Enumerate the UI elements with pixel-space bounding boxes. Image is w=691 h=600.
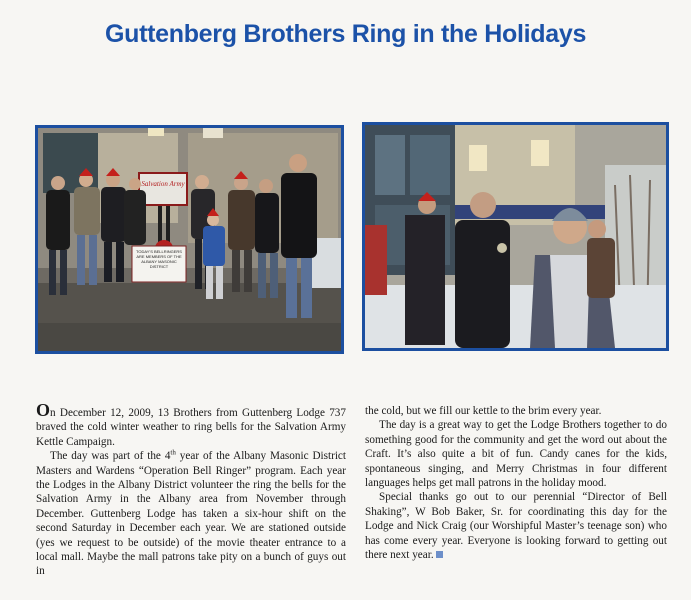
paragraph-intro	[36, 400, 346, 449]
ordinal-suffix: th	[170, 448, 176, 457]
article-left-column	[36, 400, 347, 579]
photo-group-bellringers	[35, 125, 344, 354]
paragraph-program	[36, 449, 346, 579]
sign-body-text: TODAY'S BELLRINGERS ARE MEMBERS OF THE ALBANY MASONIC DISTRICT	[136, 249, 182, 269]
paragraph-intro-text: n December 12, 2009, 13 Brothers from Guttenberg Lodge 737 braved the cold winter weather to ring bells for the Salvation Army Kettle Campaign.	[36, 407, 346, 448]
sign-header-text: Salvation Army	[141, 180, 185, 188]
photo-bellringers-singing	[362, 122, 669, 351]
paragraph-program-text-b: year of the Albany Masonic District Masters and Wardens “Operation Bell Ringer” program. Each year the Lodges in the Albany District volunteer the ring the bells for the Salvation Army in the Albany area from November through December. Guttenberg Lodge has taken a six-hour shift on the second Saturday in December each year. We are stationed outside (yes we request to be outside) of the movie theater entrance to a local mall. Maybe the mall patrons take pity on a bunch of guys out in	[36, 450, 347, 578]
article-right-column	[365, 404, 667, 562]
end-of-article-mark	[436, 551, 443, 558]
paragraph-program-text-a: The day was part of the 4	[50, 450, 171, 463]
article-title: Guttenberg Brothers Ring in the Holidays	[104, 20, 587, 48]
paragraph-thanks-text: Special thanks go out to our perennial “Director of Bell Shaking”, W Bob Baker, Sr. for coordinating this day for the Lodge and Nick Craig (our Worshipful Master’s teenage son) who has come every year. Everyone is looking forward to getting out there next year.	[365, 491, 667, 562]
paragraph-program-continued: the cold, but we fill our kettle to the brim every year.	[365, 405, 602, 417]
paragraph-thanks	[365, 490, 667, 562]
paragraph-community: The day is a great way to get the Lodge Brothers together to do something good for the community and get the word out about the Craft. It’s also quite a bit of fun. Candy canes for the kids, spontaneous singing, and Merry Christmas in four different languages helps get mall patrons in the holiday mood.	[365, 419, 667, 490]
drop-cap: O	[36, 400, 51, 420]
